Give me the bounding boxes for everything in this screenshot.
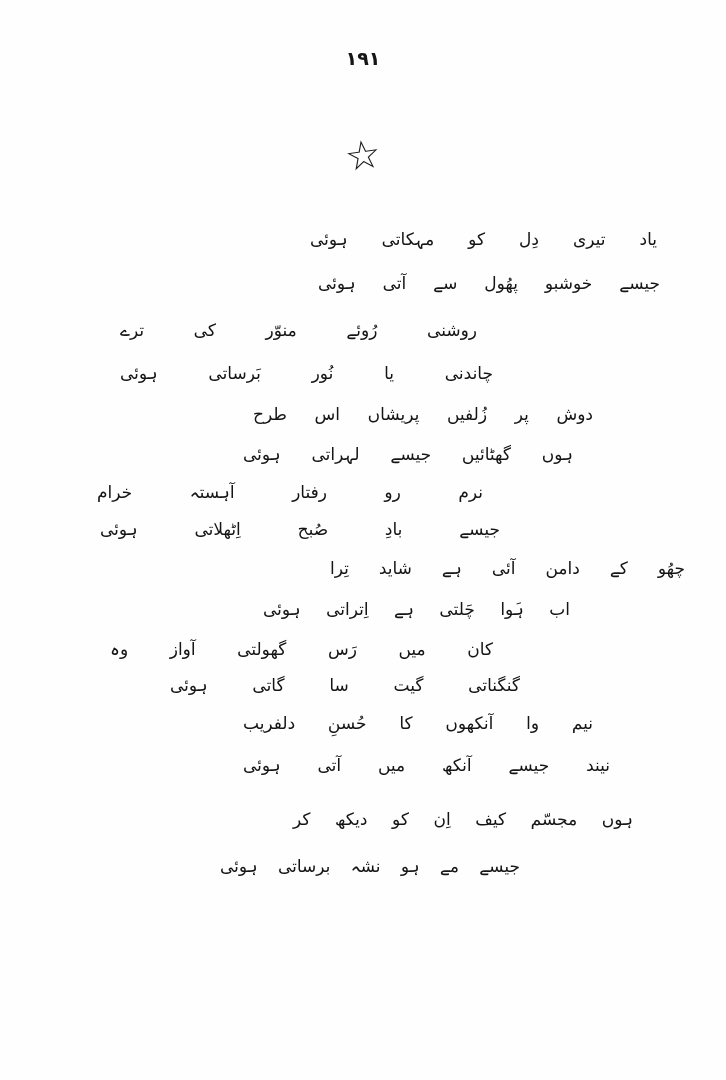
verse-line: جیسے بادِ صُبح اِٹھلاتی ہوئی: [100, 520, 500, 540]
verse-line: چاندنی یا نُور بَرساتی ہوئی: [120, 364, 493, 384]
verse-line: چھُو کے دامن آئی ہے شاید تِرا: [330, 559, 685, 579]
verse-line: کان میں رَس گھولتی آواز وہ: [110, 640, 493, 660]
verse-line: یاد تیری دِل کو مہکاتی ہوئی: [310, 230, 657, 250]
page-number: ۱۹۱: [345, 48, 381, 70]
verse-line: دوش پر زُلفیں پریشاں اس طرح: [253, 405, 593, 425]
verse-line: اب ہَوا چَلتی ہے اِتراتی ہوئی: [263, 600, 570, 620]
verse-line: روشنی رُوئے منوّر کی ترے: [120, 321, 477, 341]
verse-line: جیسے مے ہو نشہ برساتی ہوئی: [220, 857, 520, 877]
verse-line: گنگناتی گیت سا گاتی ہوئی: [170, 676, 520, 696]
verse-line: نیند جیسے آنکھ میں آتی ہوئی: [243, 756, 610, 776]
verse-line: جیسے خوشبو پھُول سے آتی ہوئی: [318, 274, 660, 294]
verse-line: ہوں گھٹائیں جیسے لہراتی ہوئی: [243, 445, 573, 465]
star-ornament-icon: ☆: [342, 130, 384, 182]
verse-line: نیم وا آنکھوں کا حُسنِ دلفریب: [243, 714, 593, 734]
verse-line: ہوں مجسّم کیف اِن کو دیکھ کر: [293, 810, 633, 830]
verse-line: نرم رو رفتار آہستہ خرام: [97, 483, 483, 503]
